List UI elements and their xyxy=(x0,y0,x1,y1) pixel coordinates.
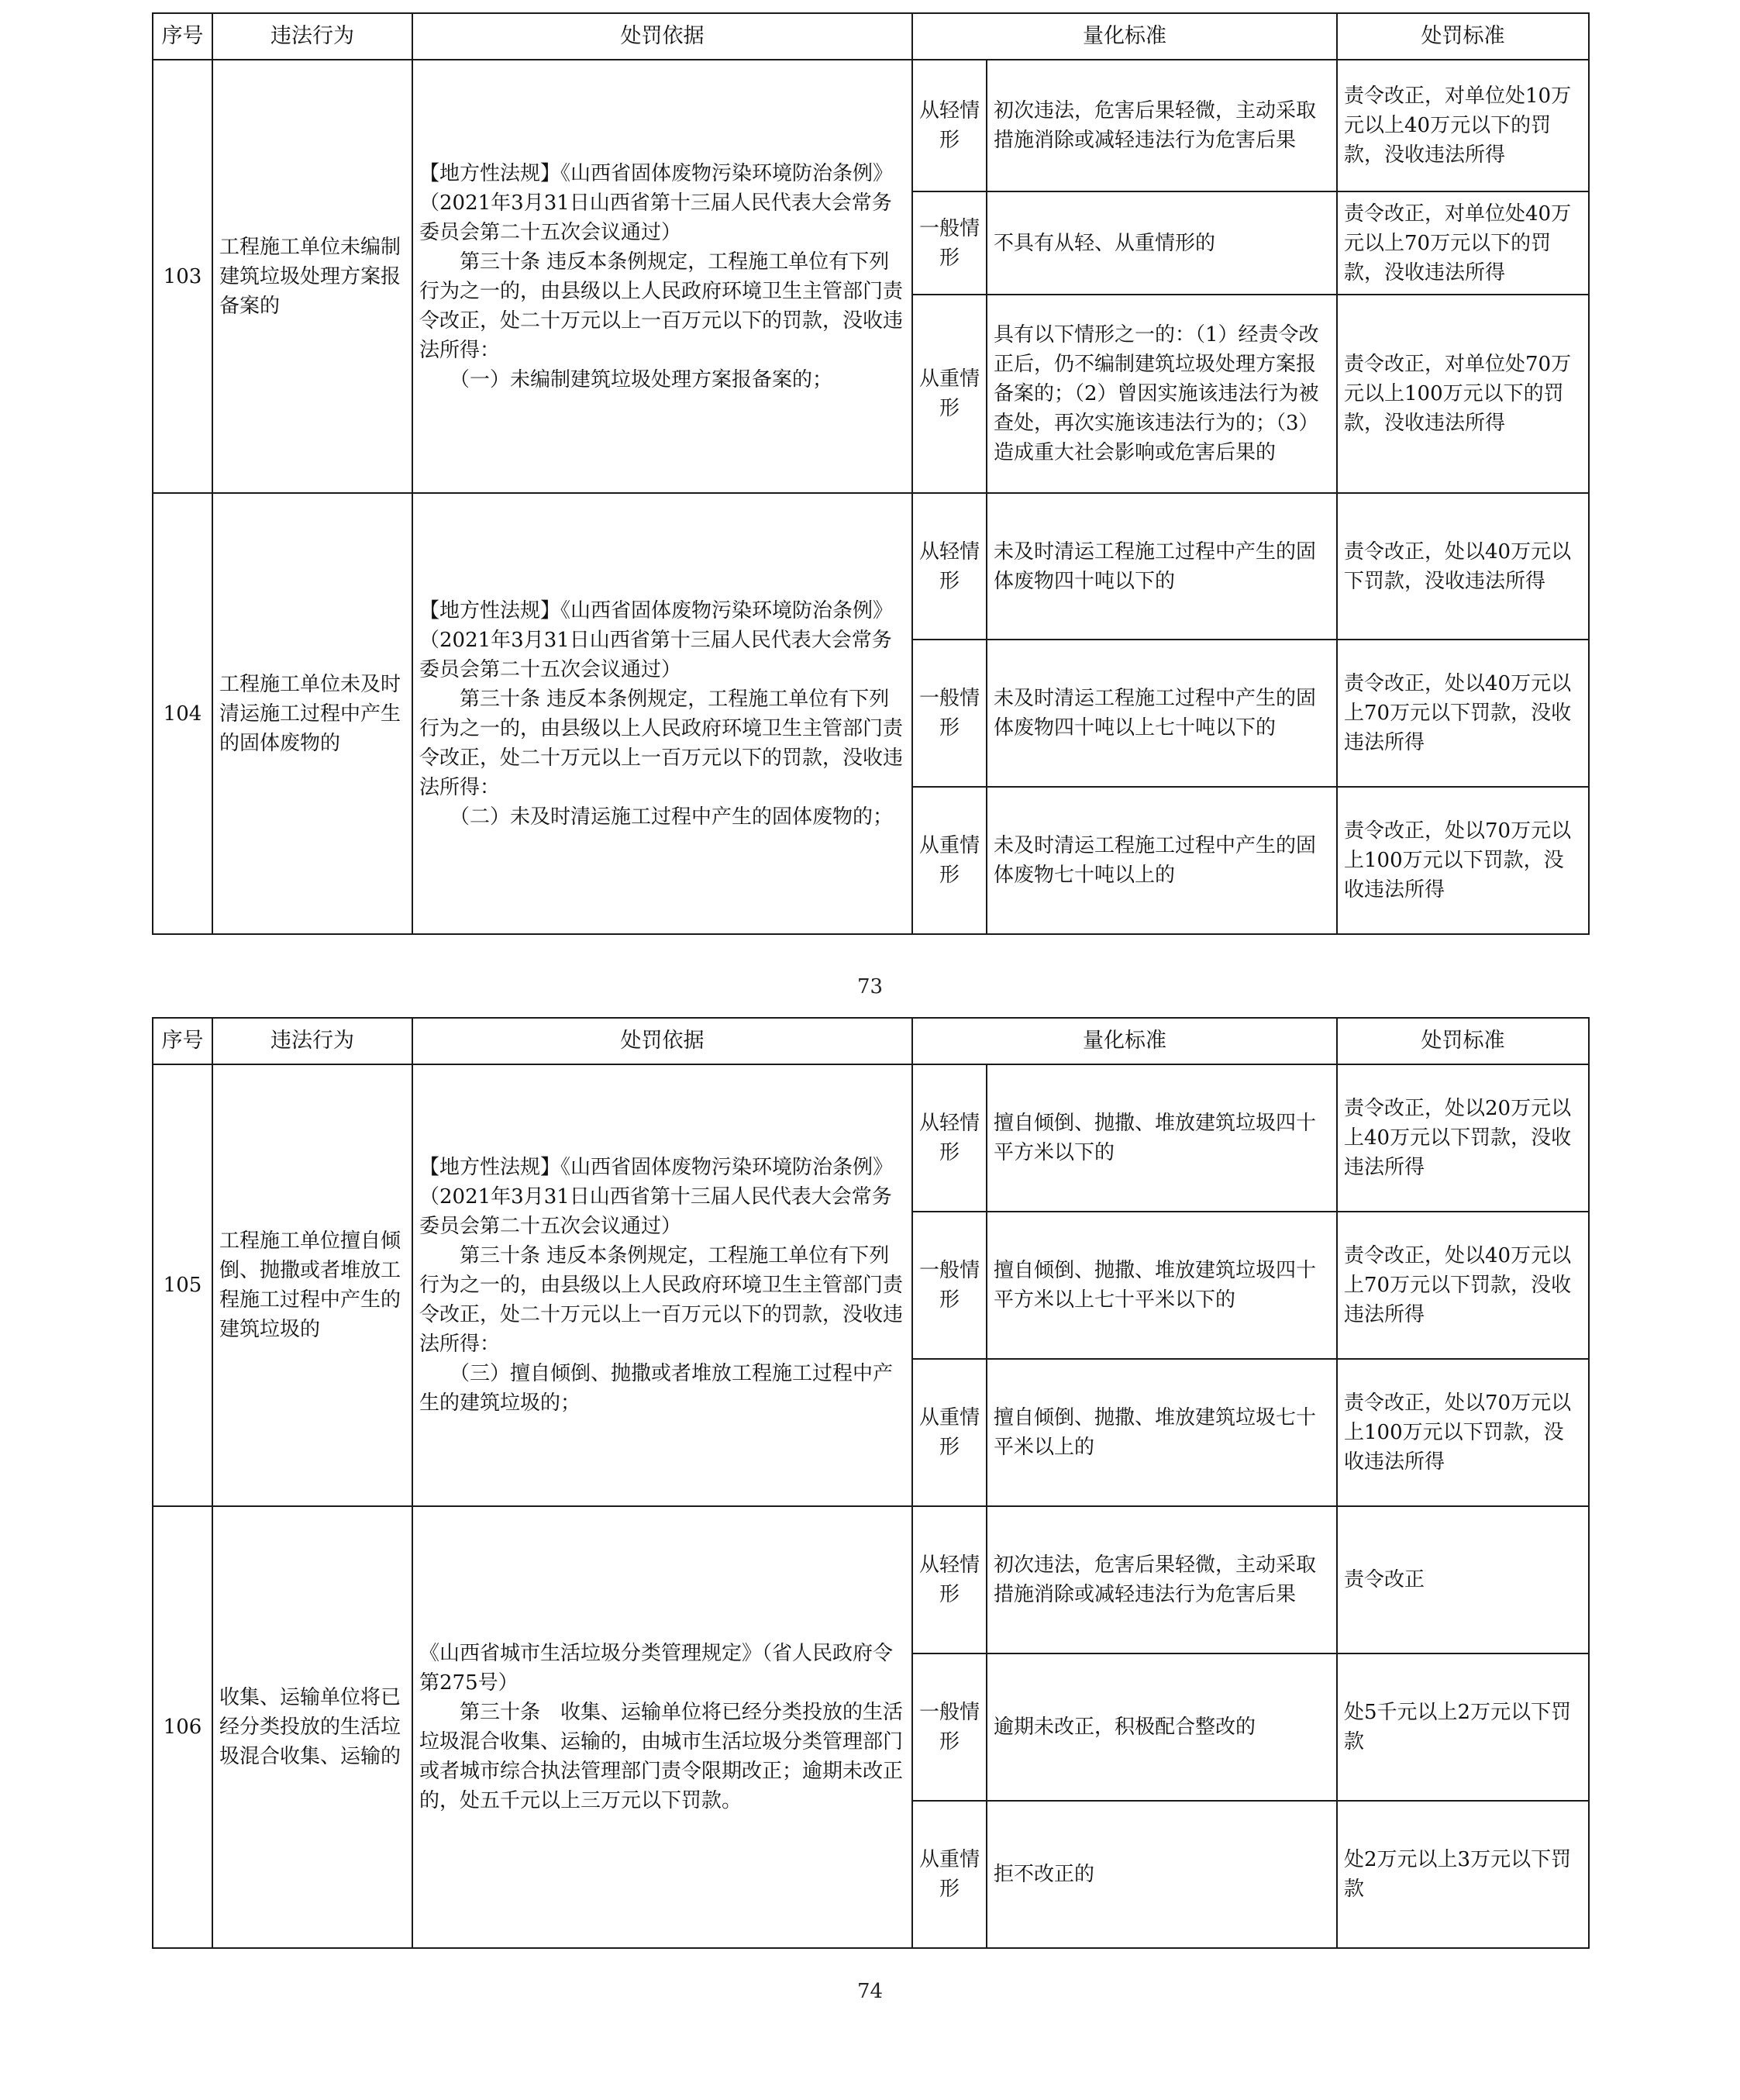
level-name: 一般情形 xyxy=(912,1653,987,1801)
level-penalty: 责令改正，对单位处70万元以上100万元以下的罚款，没收违法所得 xyxy=(1337,295,1589,493)
level-name: 一般情形 xyxy=(912,1212,987,1359)
level-name: 从轻情形 xyxy=(912,1064,987,1212)
level-name: 一般情形 xyxy=(912,191,987,295)
level-criteria: 擅自倾倒、抛撒、堆放建筑垃圾四十平方米以上七十平米以下的 xyxy=(987,1212,1337,1359)
row-basis xyxy=(412,493,912,934)
row-seq: 103 xyxy=(153,60,212,493)
header-quantification: 量化标准 xyxy=(912,13,1337,60)
level-penalty: 责令改正，处以70万元以上100万元以下罚款，没收违法所得 xyxy=(1337,1359,1589,1506)
level-penalty: 处2万元以上3万元以下罚款 xyxy=(1337,1801,1589,1948)
level-name: 从轻情形 xyxy=(912,493,987,640)
row-basis xyxy=(412,60,912,493)
row-seq: 106 xyxy=(153,1506,212,1948)
level-penalty: 责令改正，处以40万元以下罚款，没收违法所得 xyxy=(1337,493,1589,640)
header-seq: 序号 xyxy=(153,1018,212,1064)
level-penalty: 责令改正 xyxy=(1337,1506,1589,1653)
level-criteria: 拒不改正的 xyxy=(987,1801,1337,1948)
level-criteria: 初次违法，危害后果轻微，主动采取措施消除或减轻违法行为危害后果 xyxy=(987,60,1337,191)
penalty-table-page-73 xyxy=(152,12,1590,935)
basis-clause: （三）擅自倾倒、抛撒或者堆放工程施工过程中产生的建筑垃圾的； xyxy=(419,1362,894,1415)
basis-clause: （一）未编制建筑垃圾处理方案报备案的； xyxy=(419,367,833,391)
level-criteria: 擅自倾倒、抛撒、堆放建筑垃圾四十平方米以下的 xyxy=(987,1064,1337,1212)
basis-article: 第三十条 违反本条例规定，工程施工单位有下列行为之一的，由县级以上人民政府环境卫生主管部门责令改正，处二十万元以上一百万元以下的罚款，没收违法所得： xyxy=(419,687,904,799)
row-seq: 105 xyxy=(153,1064,212,1506)
row-behavior: 收集、运输单位将已经分类投放的生活垃圾混合收集、运输的 xyxy=(212,1506,412,1948)
header-quantification: 量化标准 xyxy=(912,1018,1337,1064)
level-criteria: 初次违法，危害后果轻微，主动采取措施消除或减轻违法行为危害后果 xyxy=(987,1506,1337,1653)
table-row xyxy=(153,1064,1589,1212)
page-number: 74 xyxy=(856,1980,884,2003)
level-criteria: 未及时清运工程施工过程中产生的固体废物四十吨以上七十吨以下的 xyxy=(987,640,1337,787)
level-criteria: 具有以下情形之一的：（1）经责令改正后，仍不编制建筑垃圾处理方案报备案的；（2）曾因实施该违法行为被查处，再次实施该违法行为的；（3）造成重大社会影响或危害后果的 xyxy=(987,295,1337,493)
level-criteria: 未及时清运工程施工过程中产生的固体废物七十吨以上的 xyxy=(987,787,1337,934)
level-criteria: 不具有从轻、从重情形的 xyxy=(987,191,1337,295)
header-basis: 处罚依据 xyxy=(412,13,912,60)
level-name: 一般情形 xyxy=(912,640,987,787)
level-name: 从重情形 xyxy=(912,1801,987,1948)
table-header-row xyxy=(153,1018,1589,1064)
header-behavior: 违法行为 xyxy=(212,1018,412,1064)
level-penalty: 责令改正，对单位处40万元以上70万元以下的罚款，没收违法所得 xyxy=(1337,191,1589,295)
basis-clause: （二）未及时清运施工过程中产生的固体废物的； xyxy=(419,805,894,829)
level-name: 从重情形 xyxy=(912,295,987,493)
table-row xyxy=(153,1506,1589,1653)
table-row xyxy=(153,493,1589,640)
level-name: 从重情形 xyxy=(912,787,987,934)
row-basis xyxy=(412,1506,912,1948)
basis-source: 【地方性法规】《山西省固体废物污染环境防治条例》（2021年3月31日山西省第十三届人民代表大会常务委员会第二十五次会议通过） xyxy=(419,161,894,244)
level-penalty: 责令改正，处以70万元以上100万元以下罚款，没收违法所得 xyxy=(1337,787,1589,934)
basis-source: 【地方性法规】《山西省固体废物污染环境防治条例》（2021年3月31日山西省第十三届人民代表大会常务委员会第二十五次会议通过） xyxy=(419,1156,894,1238)
page-number: 73 xyxy=(856,975,884,998)
level-penalty: 责令改正，处以20万元以上40万元以下罚款，没收违法所得 xyxy=(1337,1064,1589,1212)
level-criteria: 未及时清运工程施工过程中产生的固体废物四十吨以下的 xyxy=(987,493,1337,640)
table-row xyxy=(153,60,1589,191)
level-name: 从重情形 xyxy=(912,1359,987,1506)
row-basis xyxy=(412,1064,912,1506)
level-penalty: 责令改正，对单位处10万元以上40万元以下的罚款，没收违法所得 xyxy=(1337,60,1589,191)
row-seq: 104 xyxy=(153,493,212,934)
header-behavior: 违法行为 xyxy=(212,13,412,60)
basis-article: 第三十条 收集、运输单位将已经分类投放的生活垃圾混合收集、运输的，由城市生活垃圾分类管理部门或者城市综合执法管理部门责令限期改正；逾期未改正的，处五千元以上三万元以下罚款。 xyxy=(419,1701,904,1812)
row-behavior: 工程施工单位擅自倾倒、抛撒或者堆放工程施工过程中产生的建筑垃圾的 xyxy=(212,1064,412,1506)
header-basis: 处罚依据 xyxy=(412,1018,912,1064)
table-header-row xyxy=(153,13,1589,60)
basis-article: 第三十条 违反本条例规定，工程施工单位有下列行为之一的，由县级以上人民政府环境卫生主管部门责令改正，处二十万元以上一百万元以下的罚款，没收违法所得： xyxy=(419,250,904,362)
header-seq: 序号 xyxy=(153,13,212,60)
row-behavior: 工程施工单位未及时清运施工过程中产生的固体废物的 xyxy=(212,493,412,934)
basis-source: 【地方性法规】《山西省固体废物污染环境防治条例》（2021年3月31日山西省第十三届人民代表大会常务委员会第二十五次会议通过） xyxy=(419,598,894,681)
basis-article: 第三十条 违反本条例规定，工程施工单位有下列行为之一的，由县级以上人民政府环境卫生主管部门责令改正，处二十万元以上一百万元以下的罚款，没收违法所得： xyxy=(419,1244,904,1356)
header-penalty: 处罚标准 xyxy=(1337,13,1589,60)
level-criteria: 逾期未改正，积极配合整改的 xyxy=(987,1653,1337,1801)
level-criteria: 擅自倾倒、抛撒、堆放建筑垃圾七十平米以上的 xyxy=(987,1359,1337,1506)
level-penalty: 处5千元以上2万元以下罚款 xyxy=(1337,1653,1589,1801)
level-name: 从轻情形 xyxy=(912,60,987,191)
header-penalty: 处罚标准 xyxy=(1337,1018,1589,1064)
row-behavior: 工程施工单位未编制建筑垃圾处理方案报备案的 xyxy=(212,60,412,493)
penalty-table-page-74 xyxy=(152,1017,1590,1949)
level-name: 从轻情形 xyxy=(912,1506,987,1653)
level-penalty: 责令改正，处以40万元以上70万元以下罚款，没收违法所得 xyxy=(1337,1212,1589,1359)
level-penalty: 责令改正，处以40万元以上70万元以下罚款，没收违法所得 xyxy=(1337,640,1589,787)
basis-source: 《山西省城市生活垃圾分类管理规定》（省人民政府令第275号） xyxy=(419,1642,894,1695)
